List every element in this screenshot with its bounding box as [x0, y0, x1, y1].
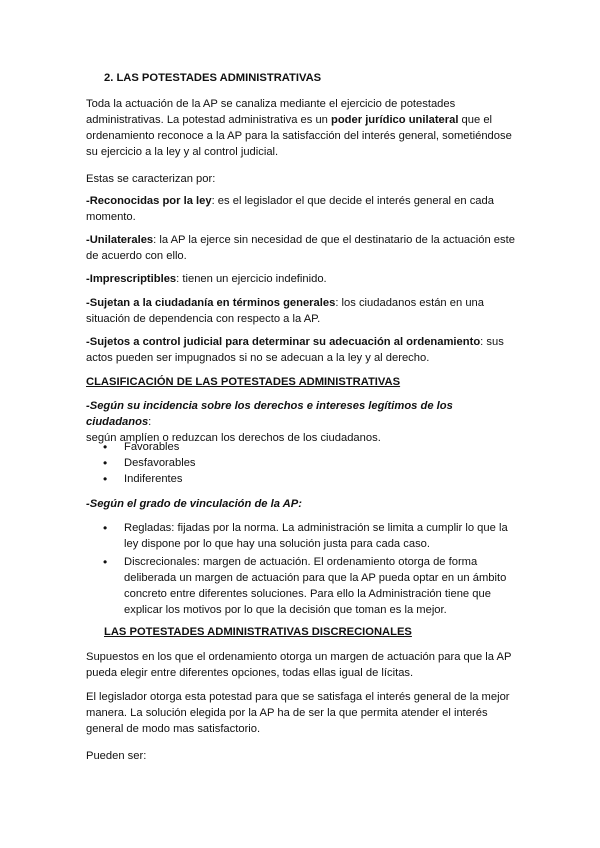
intro-paragraph: Toda la actuación de la AP se canaliza mediante el ejercicio de potestades administrativas. La potestad administrativa es un poder jurídico unilateral que el ordenamiento reconoce a la AP para la satisfacción del interés general, sometiéndose su ejercicio a la ley y al control judicial. [86, 98, 512, 158]
discretionary-heading: LAS POTESTADES ADMINISTRATIVAS DISCRECIONALES [104, 626, 412, 638]
incidence-list [103, 439, 523, 487]
characteristic-control-judicial: -Sujetos a control judicial para determinar su adecuación al ordenamiento: sus actos pueden ser impugnados si no se adecuan a la ley y al derecho. [86, 336, 504, 364]
list-item-regladas: • Regladas: fijadas por la norma. La administración se limita a cumplir lo que la ley dispone por lo que hay una solución justa para cada caso. [103, 520, 523, 552]
characteristic-sujetan: -Sujetan a la ciudadanía en términos generales: los ciudadanos están en una situación de dependencia con respecto a la AP. [86, 297, 484, 325]
list-item: • Indiferentes [103, 471, 523, 487]
discretionary-paragraph-2: El legislador otorga esta potestad para que se satisfaga el interés general de la mejor manera. La solución elegida por la AP ha de ser la que permita atender el interés general de modo mas satisfactorio. [86, 691, 510, 735]
incidence-criterion: -Según su incidencia sobre los derechos e intereses legítimos de los ciudadanos: según amplíen o reduzcan los derechos de los ciudadanos. [86, 400, 453, 444]
section-heading: 2. LAS POTESTADES ADMINISTRATIVAS [104, 72, 322, 84]
discretionary-paragraph-3: Pueden ser: [86, 750, 147, 762]
list-item: • Favorables [103, 439, 523, 455]
characteristic-unilaterales: -Unilaterales: la AP la ejerce sin necesidad de que el destinatario de la actuación este de acuerdo con ello. [86, 234, 515, 262]
characteristic-reconocidas: -Reconocidas por la ley: es el legislador el que decide el interés general en cada momento. [86, 195, 494, 223]
list-item: • Desfavorables [103, 455, 523, 471]
list-item-discrecionales: • Discrecionales: margen de actuación. El ordenamiento otorga de forma deliberada un margen de actuación para que la AP pueda optar en un ámbito concreto entre diferentes soluciones. Para ello la Administración tiene que explicar los motivos por lo que la decisión que toman es la mejor. [103, 554, 523, 618]
discretionary-paragraph-1: Supuestos en los que el ordenamiento otorga un margen de actuación para que la AP pueda elegir entre diferentes opciones, todas ellas igual de lícitas. [86, 651, 512, 679]
binding-list [103, 520, 523, 618]
binding-criterion: -Según el grado de vinculación de la AP: [86, 498, 302, 510]
characterized-text: Estas se caracterizan por: [86, 173, 216, 185]
characteristic-imprescriptibles: -Imprescriptibles: tienen un ejercicio indefinido. [86, 273, 327, 285]
classification-heading: CLASIFICACIÓN DE LAS POTESTADES ADMINISTRATIVAS [86, 376, 401, 388]
